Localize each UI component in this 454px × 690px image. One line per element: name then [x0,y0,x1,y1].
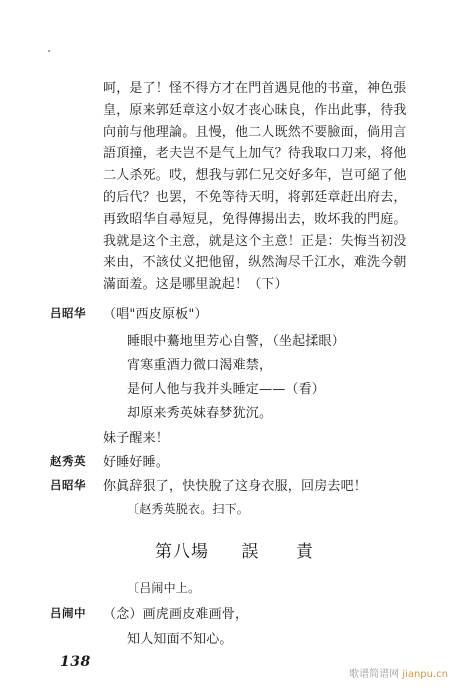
verse-line: 宵寒重酒力微口渴难禁， [127,358,273,373]
stage-direction: 〔赵秀英脱衣。扫下。 [127,502,250,516]
paragraph-line: 再致昭华自尋短見，免得傳揚出去，敗坏我的門庭。 [103,211,407,227]
speaker-label: 吕闹中 [50,606,86,620]
verse-line: 知人知面不知心。 [127,632,233,647]
paragraph-line: 来由，不該仗义把他留，纵然淘尽千江水，难洗今朝 [103,255,407,271]
scan-speck [48,50,50,52]
dialogue-line: 好睡好睡。 [103,455,170,470]
watermark-url: jianpu.cn [402,669,448,680]
paragraph-line: 向前与他理論。且慢，他二人既然不要臉面，倘用言 [103,124,407,140]
verse-line: 是何人他与我并头睡定——（看） [127,382,326,397]
paragraph-line: 我就是这个主意，就是这个主意！正是：失悔当初没 [103,233,407,249]
paragraph-line: 皇，原来郭廷章这小奴才丧心昧良，作出此事，待我 [103,102,407,118]
scene-number: 第八場 [155,542,209,562]
watermark-site: 歌谱简谱网 [349,669,400,680]
scene-title-char: 責 [295,542,314,562]
dialogue-line: 妹子醒来！ [103,431,170,446]
page-number: 138 [60,654,91,670]
scene-heading [155,537,314,562]
speaker-label: 吕昭华 [50,306,86,320]
paragraph-line: 的后代？也罢，不免等待天明，将郭廷章赶出府去， [103,189,407,205]
verse-line: 睡眼中驀地里芳心自警，（坐起揉眼） [127,334,345,349]
site-watermark [349,665,448,680]
stage-direction: （唱"西皮原板"） [103,307,208,322]
scene-title-char: 誤 [241,542,260,562]
paragraph-line: 二人杀死。哎，想我与郭仁兄交好多年，岂可絕了他 [103,168,407,184]
verse-line: 却原来秀英妹春梦犹沉。 [127,406,273,421]
dialogue-line: 你眞辞狠了，快快脫了这身衣服，回房去吧！ [103,479,368,494]
paragraph-line: 滿面羞。这是哪里說起！（下） [103,277,288,293]
speaker-label: 赵秀英 [50,454,86,468]
speaker-label: 吕昭华 [50,478,86,492]
paragraph-line: 語頂撞，老夫岂不是气上加气？待我取口刀来，将他 [103,146,407,162]
stage-direction: 〔吕闹中上。 [127,581,201,595]
verse-line: （念）画虎画皮难画骨， [103,607,249,622]
monologue-paragraph [103,78,407,296]
paragraph-line: 呵，是了！怪不得方才在門首遇見他的书童，神色張 [103,81,407,96]
